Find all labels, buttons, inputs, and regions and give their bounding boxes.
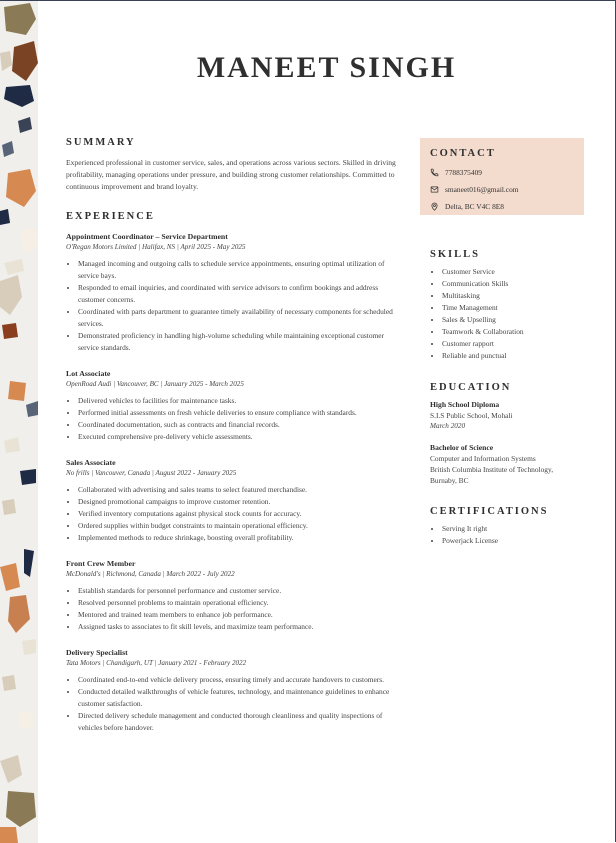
contact-location: Delta, BC V4C 8E8 — [445, 202, 504, 211]
contact-location-row — [430, 201, 574, 212]
job-bullet: • Coordinated documentation, such as contracts and financial records. — [78, 419, 404, 431]
education-school: S.I.S Public School, Mohali — [430, 411, 513, 420]
job-bullets — [66, 674, 404, 734]
job-bullets — [66, 585, 404, 633]
job-bullet: • Responded to email inquiries, and coordinated with service advisors to confirm bookings and address customer concerns. — [78, 282, 404, 306]
right-column — [420, 138, 584, 547]
contact-section — [420, 138, 584, 215]
phone-icon — [430, 168, 439, 177]
job-bullet: • Coordinated end-to-end vehicle delivery process, ensuring timely and accurate handovers to customers. — [78, 674, 404, 686]
job-entry — [66, 647, 404, 734]
job-bullet: • Executed comprehensive pre-delivery vehicle assessments. — [78, 431, 404, 443]
job-bullet: • Implemented methods to reduce shrinkage, boosting overall profitability. — [78, 532, 404, 544]
skill-item: • Multitasking — [442, 290, 574, 302]
job-meta: No frills | Vancouver, Canada | August 2022 - January 2025 — [66, 469, 237, 477]
certifications-section — [420, 506, 584, 547]
terrazzo-pattern — [0, 1, 38, 843]
skill-item: • Communication Skills — [442, 278, 574, 290]
job-bullet: • Ordered supplies within budget constraints to maintain operational efficiency. — [78, 520, 404, 532]
skill-item: • Customer Service — [442, 266, 574, 278]
skills-section — [420, 249, 584, 362]
education-degree: High School Diploma — [430, 400, 500, 409]
job-bullet: • Establish standards for personnel performance and customer service. — [78, 585, 404, 597]
job-bullet: • Designed promotional campaigns to improve customer retention. — [78, 496, 404, 508]
experience-section — [66, 211, 404, 734]
job-title: Front Crew Member — [66, 559, 136, 568]
job-bullet: • Directed delivery schedule management and conducted thorough cleanliness and quality inspections of vehicles before handover. — [78, 710, 404, 734]
experience-heading: EXPERIENCE — [66, 211, 155, 222]
candidate-name: MANEET SINGH — [196, 51, 457, 84]
summary-section — [66, 137, 404, 193]
job-bullet: • Performed initial assessments on fresh vehicle deliveries to ensure compliance with standards. — [78, 407, 404, 419]
job-title: Delivery Specialist — [66, 648, 128, 657]
location-pin-icon — [430, 202, 439, 211]
education-section — [420, 382, 584, 486]
certification-item: • Serving It right — [442, 523, 574, 535]
education-entry — [430, 442, 574, 486]
education-heading: EDUCATION — [430, 382, 512, 393]
job-bullets — [66, 258, 404, 354]
job-title: Lot Associate — [66, 369, 111, 378]
contact-email-row — [430, 184, 574, 195]
skill-item: • Sales & Upselling — [442, 314, 574, 326]
education-school: British Columbia Institute of Technology, Burnaby, BC — [430, 465, 554, 485]
job-title: Appointment Coordinator – Service Department — [66, 232, 228, 241]
skill-item: • Teamwork & Collaboration — [442, 326, 574, 338]
skill-item: • Time Management — [442, 302, 574, 314]
contact-email[interactable]: smaneet016@gmail.com — [445, 185, 519, 194]
job-bullet: • Conducted detailed walkthroughs of vehicle features, technology, and maintenance guidelines to enhance customer satisfaction. — [78, 686, 404, 710]
job-entry — [66, 558, 404, 633]
contact-heading: CONTACT — [430, 148, 496, 159]
certifications-list — [430, 523, 574, 547]
summary-heading: SUMMARY — [66, 137, 136, 148]
skills-list — [430, 266, 574, 362]
education-entry — [430, 399, 574, 432]
job-entry — [66, 368, 404, 443]
email-icon — [430, 185, 439, 194]
job-bullet: • Verified inventory computations against physical stock counts for accuracy. — [78, 508, 404, 520]
job-bullets — [66, 484, 404, 544]
job-entry — [66, 457, 404, 544]
job-bullet: • Demonstrated proficiency in handling high-volume scheduling while maintaining exceptional customer service standards. — [78, 330, 404, 354]
education-degree: Bachelor of Science — [430, 443, 494, 452]
skills-heading: SKILLS — [430, 249, 480, 260]
contact-phone[interactable]: 7788375409 — [445, 168, 482, 177]
certification-item: • Powerjack License — [442, 535, 574, 547]
left-column — [66, 137, 404, 748]
job-meta: McDonald's | Richmond, Canada | March 2022 - July 2022 — [66, 570, 235, 578]
job-bullet: • Delivered vehicles to facilities for maintenance tasks. — [78, 395, 404, 407]
job-title: Sales Associate — [66, 458, 116, 467]
job-bullet: • Mentored and trained team members to enhance job performance. — [78, 609, 404, 621]
job-bullets — [66, 395, 404, 443]
contact-phone-row — [430, 167, 574, 178]
skill-item: • Reliable and punctual — [442, 350, 574, 362]
job-bullet: • Collaborated with advertising and sales teams to select featured merchandise. — [78, 484, 404, 496]
job-entry — [66, 231, 404, 354]
certifications-heading: CERTIFICATIONS — [430, 506, 549, 517]
job-meta: Tata Motors | Chandigarh, UT | January 2021 - February 2022 — [66, 659, 247, 667]
job-bullet: • Coordinated with parts department to guarantee timely availability of necessary components for scheduled services. — [78, 306, 404, 330]
job-bullet: • Managed incoming and outgoing calls to schedule service appointments, ensuring optimal utilization of service bays. — [78, 258, 404, 282]
education-date: March 2020 — [430, 422, 466, 430]
job-meta: O'Regan Motors Limited | Halifax, NS | April 2025 - May 2025 — [66, 243, 246, 251]
education-program: Computer and Information Systems — [430, 454, 536, 463]
job-meta: OpenRoad Audi | Vancouver, BC | January 2025 - March 2025 — [66, 380, 244, 388]
job-bullet: • Resolved personnel problems to maintain operational efficiency. — [78, 597, 404, 609]
skill-item: • Customer rapport — [442, 338, 574, 350]
summary-text: Experienced professional in customer service, sales, and operations across various sectors. Skilled in driving profitability, managing operations under pressure, and building strong customer relationships. Committed to continuous improvement and brand loyalty. — [66, 158, 396, 191]
job-bullet: • Assigned tasks to associates to fit skill levels, and maximize team performance. — [78, 621, 404, 633]
decorative-terrazzo-stripe — [0, 1, 38, 843]
